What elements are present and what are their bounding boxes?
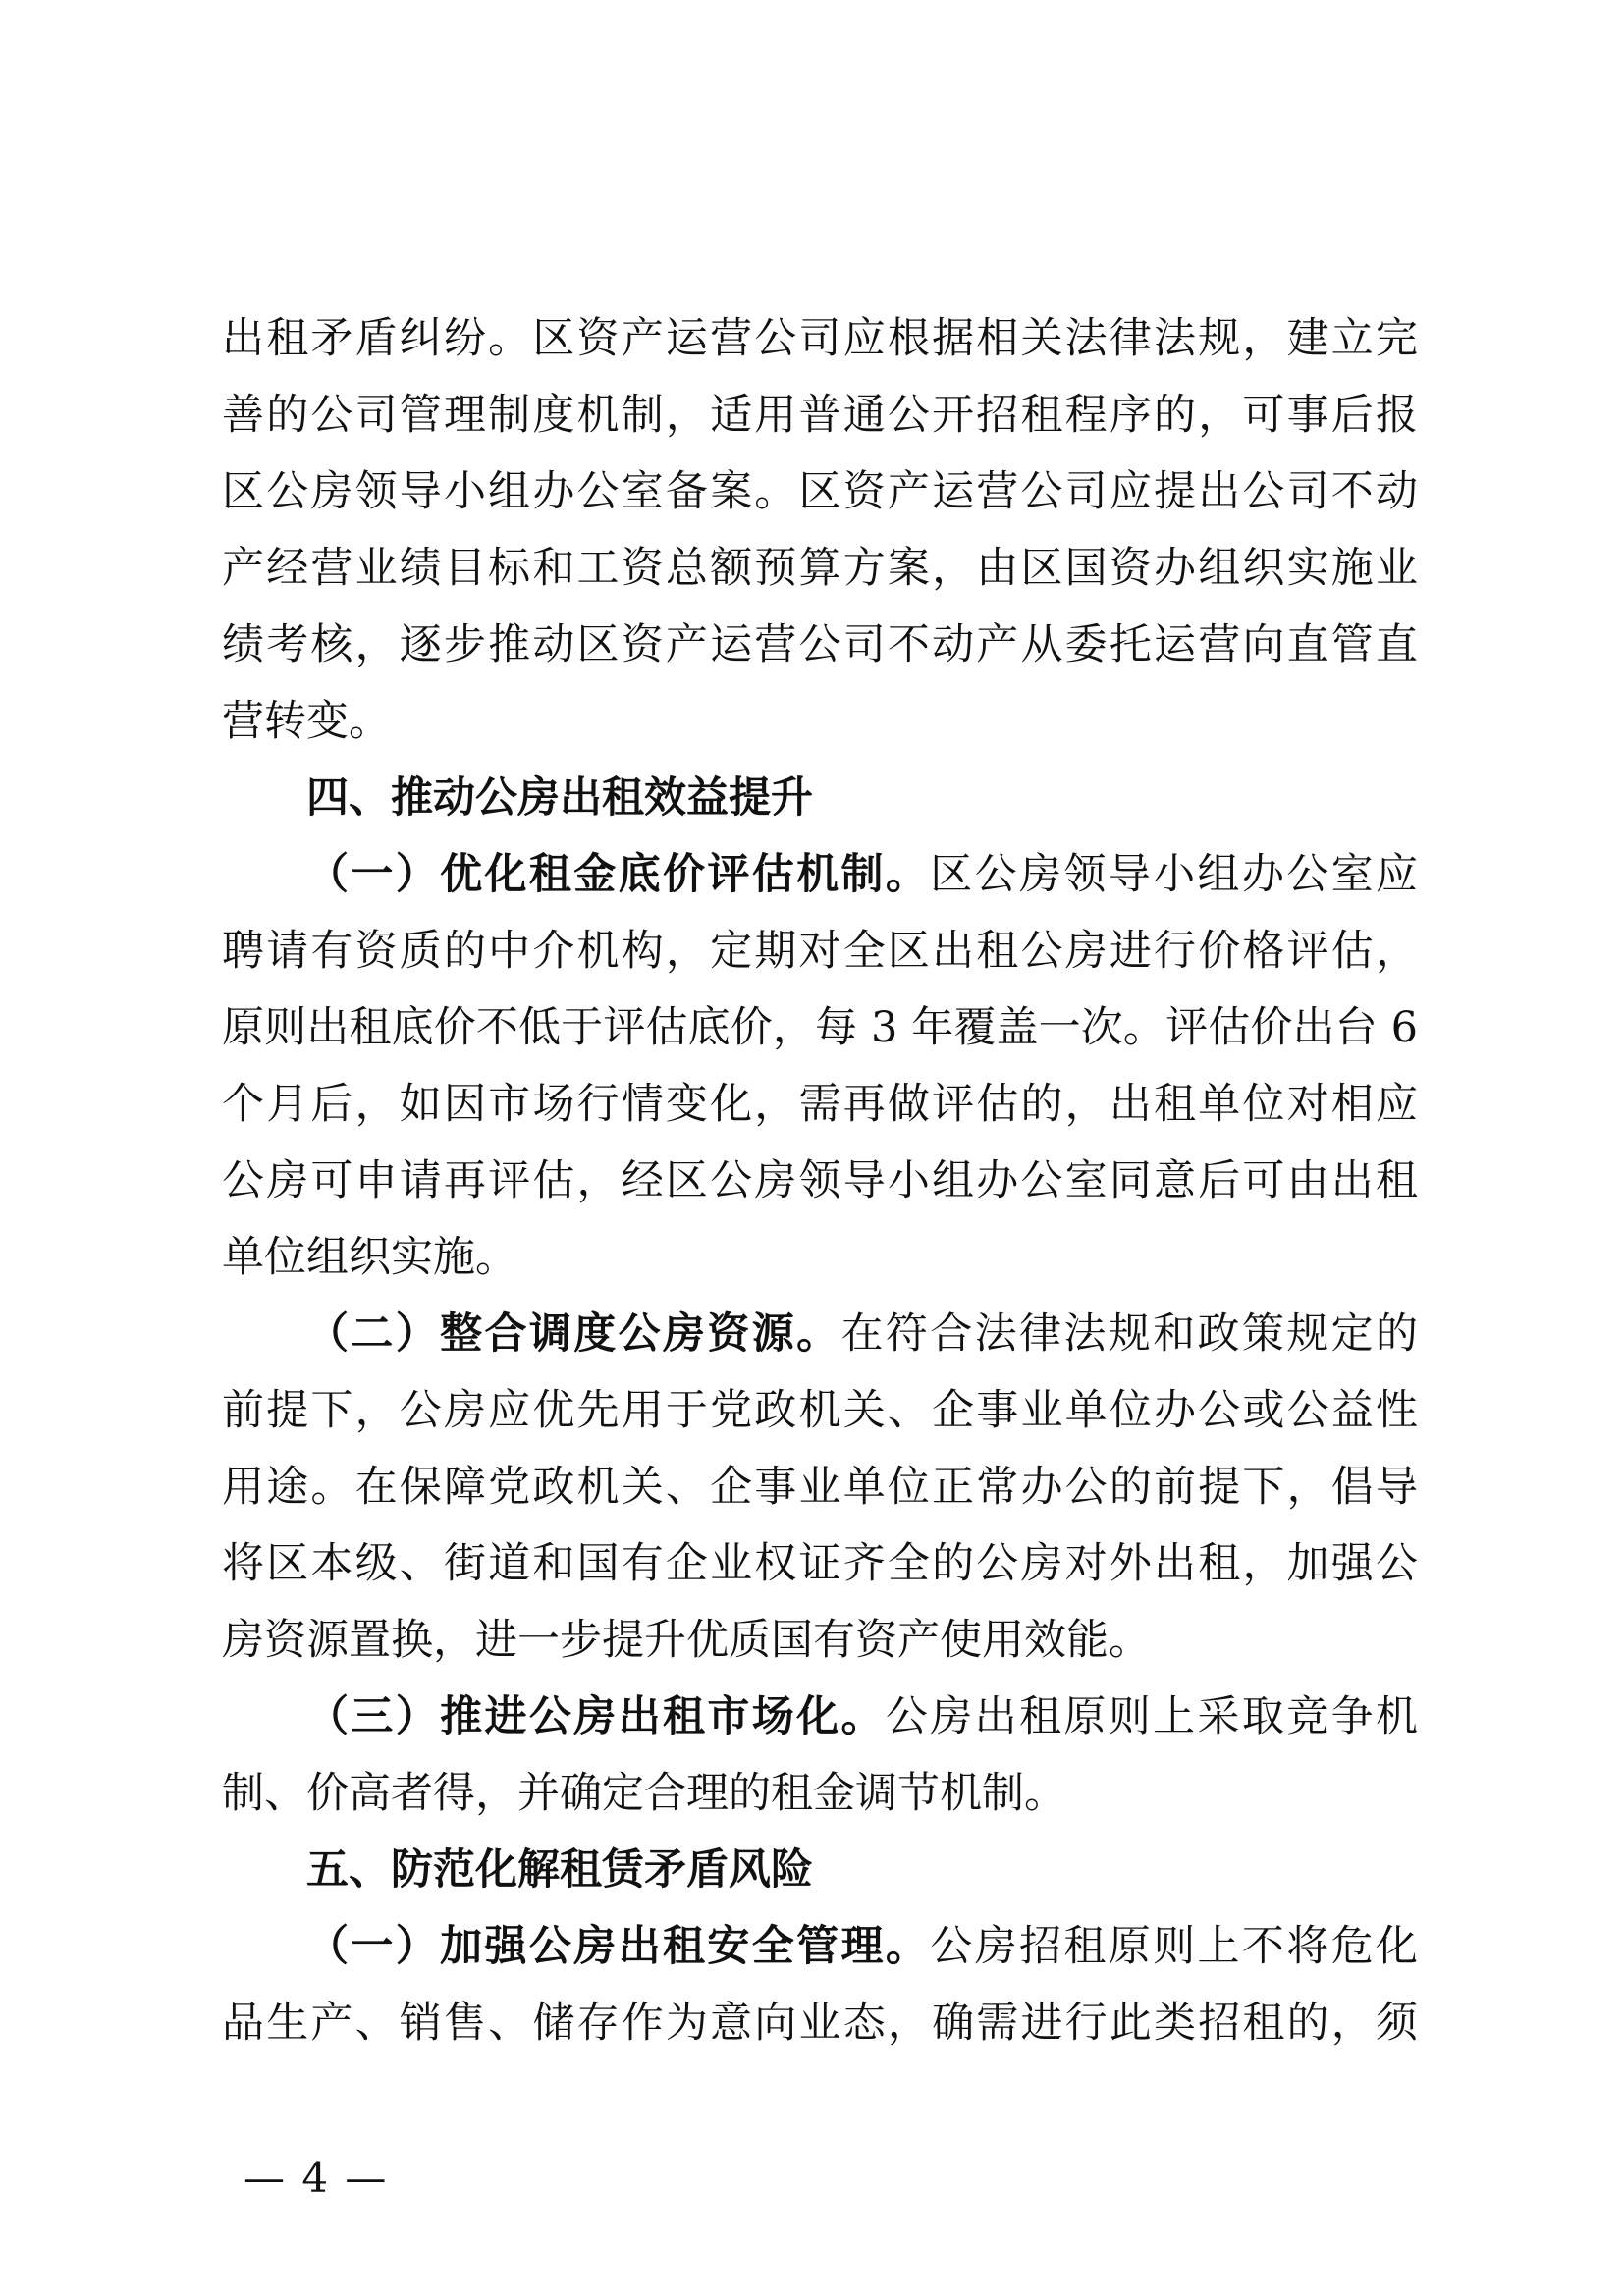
- paragraph-first-line: [222, 1679, 1418, 1755]
- section4-item1-paragraph: [222, 836, 1418, 1296]
- paragraph-line: 房资源置换，进一步提升优质国有资产使用效能。: [222, 1616, 1151, 1665]
- paragraph-line: 善的公司管理制度机制，适用普通公开招租程序的，可事后报: [222, 391, 1418, 440]
- paragraph-line: 区公房领导小组办公室备案。区资产运营公司应提出公司不动: [222, 467, 1418, 516]
- paragraph-line: 营转变。: [222, 697, 391, 746]
- paragraph-first-line: [222, 1908, 1418, 1985]
- section4-item2-paragraph: [222, 1296, 1418, 1679]
- item-text: 公房招租原则上不将危化: [930, 1922, 1418, 1971]
- paragraph-line: 品生产、销售、储存作为意向业态，确需进行此类招租的，须: [222, 1999, 1418, 2048]
- item-text: 区公房领导小组办公室应: [930, 850, 1418, 899]
- document-body: [222, 300, 1418, 2061]
- section4-item3-paragraph: [222, 1679, 1418, 1832]
- section-heading-5: 五、防范化解租赁矛盾风险: [306, 1845, 813, 1895]
- item-lead: （一）优化租金底价评估机制。: [306, 850, 931, 899]
- paragraph-line: 将区本级、街道和国有企业权证齐全的公房对外出租，加强公: [222, 1539, 1418, 1588]
- paragraph-first-line: [222, 1296, 1418, 1372]
- item-text: 公房出租原则上采取竞争机: [885, 1692, 1418, 1741]
- paragraph-line: 前提下，公房应优先用于党政机关、企事业单位办公或公益性: [222, 1386, 1418, 1435]
- item-lead: （二）整合调度公房资源。: [306, 1309, 841, 1359]
- paragraph-line: 出租矛盾纠纷。区资产运营公司应根据相关法律法规，建立完: [222, 314, 1418, 363]
- paragraph-line: 制、价高者得，并确定合理的租金调节机制。: [222, 1769, 1066, 1818]
- page-number: — 4 —: [244, 2154, 389, 2202]
- item-lead: （三）推进公房出租市场化。: [306, 1692, 886, 1741]
- paragraph-line: 个月后，如因市场行情变化，需再做评估的，出租单位对相应: [222, 1080, 1418, 1129]
- item-lead: （一）加强公房出租安全管理。: [306, 1922, 931, 1971]
- paragraph-line: 公房可申请再评估，经区公房领导小组办公室同意后可由出租: [222, 1156, 1418, 1205]
- section5-item1-paragraph: [222, 1908, 1418, 2061]
- paragraph-first-line: [222, 836, 1418, 913]
- section-heading-4: 四、推动公房出租效益提升: [306, 774, 813, 823]
- paragraph-continuation: [222, 300, 1418, 760]
- paragraph-line: 原则出租底价不低于评估底价，每 3 年覆盖一次。评估价出台 6: [222, 1003, 1418, 1052]
- paragraph-line: 用途。在保障党政机关、企事业单位正常办公的前提下，倡导: [222, 1463, 1418, 1512]
- paragraph-line: 聘请有资质的中介机构，定期对全区出租公房进行价格评估，: [222, 927, 1418, 976]
- paragraph-line: 单位组织实施。: [222, 1233, 517, 1282]
- item-text: 在符合法律法规和政策规定的: [840, 1309, 1418, 1359]
- paragraph-line: 产经营业绩目标和工资总额预算方案，由区国资办组织实施业: [222, 544, 1418, 593]
- paragraph-line: 绩考核，逐步推动区资产运营公司不动产从委托运营向直管直: [222, 620, 1418, 669]
